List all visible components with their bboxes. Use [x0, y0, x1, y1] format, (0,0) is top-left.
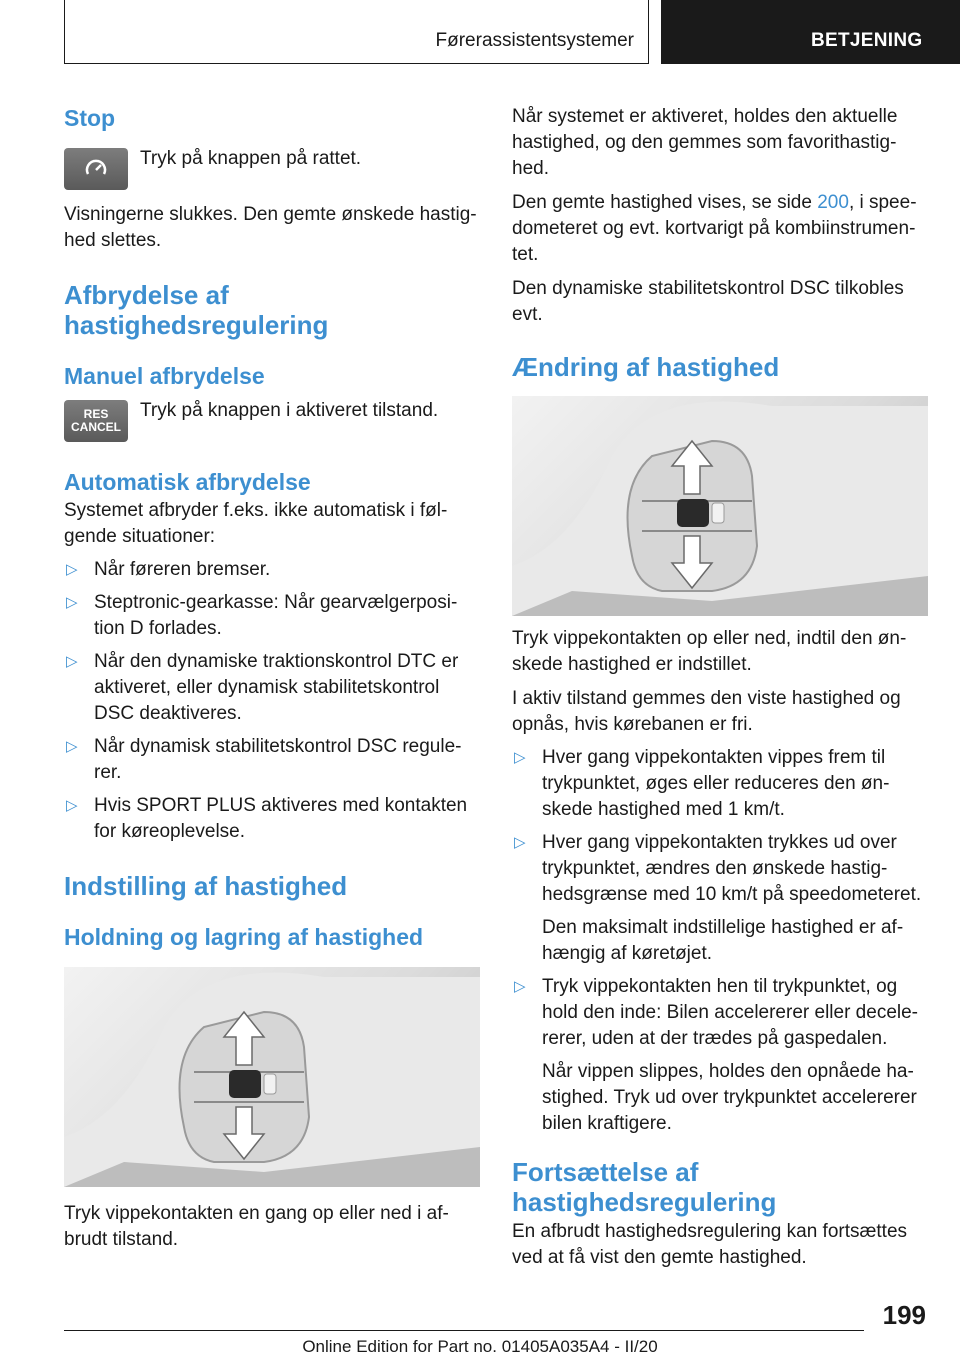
interrupt-heading-line2: hastighedsregulering — [64, 310, 329, 340]
change-p2: I aktiv tilstand gemmes den viste hastighed og opnås, hvis kørebanen er fri. — [512, 688, 901, 735]
list-item: ▷ Når dynamisk stabilitetskontrol DSC regule-rer. — [66, 736, 462, 783]
header-chapter-tab — [661, 0, 960, 64]
list-item: ▷ Tryk vippekontakten hen til trykpunktet, og hold den inde: Bilen accelererer eller decele-rerer, uden at der trædes på gaspedalen. Når vippen slippes, holdes den opnåede ha-stighed. Tryk ud over trykpunktet accelererer bilen kraftigere. — [512, 974, 928, 1137]
stop-instruction: Tryk på knappen på rattet. — [140, 148, 362, 169]
rocker-switch-illustration — [64, 967, 480, 1187]
manual-instruction: Tryk på knappen i aktiveret tilstand. — [140, 400, 439, 421]
triangle-bullet-icon: ▷ — [514, 978, 526, 995]
right-p3: Den dynamiske stabilitetskontrol DSC tilkobles evt. — [512, 278, 904, 325]
steering-wheel-rocker-photo-2 — [512, 396, 928, 616]
page-number: 199 — [882, 1300, 926, 1330]
triangle-bullet-icon: ▷ — [514, 749, 526, 766]
header-section-box — [64, 0, 649, 64]
speedometer-icon — [83, 158, 109, 180]
setting-heading: Indstilling af hastighed — [64, 871, 348, 901]
manual-heading: Manuel afbrydelse — [64, 363, 265, 389]
cancel-label: CANCEL — [71, 420, 121, 434]
header-chapter-title: BETJENING — [811, 30, 923, 51]
interrupt-heading-line1: Afbrydelse af — [64, 280, 229, 310]
triangle-bullet-icon: ▷ — [66, 797, 78, 814]
triangle-bullet-icon: ▷ — [66, 561, 78, 578]
header-section-title: Førerassistentsystemer — [435, 30, 634, 51]
manual-icon-row — [64, 398, 480, 444]
footer-edition: Online Edition for Part no. 01405A035A4 - II/20 — [302, 1337, 658, 1356]
list-item: ▷ Hvis SPORT PLUS aktiveres med kontakten for køreoplevelse. — [66, 795, 468, 842]
steering-wheel-rocker-photo — [64, 967, 480, 1187]
automatic-list — [64, 557, 480, 845]
list-item: ▷ Hver gang vippekontakten trykkes ud over trykpunktet, ændres den ønskede hastig-hedsgrænse med 10 km/t på speedometeret. Den maksimalt indstillelige hastighed er af-hængig af køretøjet. — [512, 830, 928, 967]
list-item: ▷ Når føreren bremser. — [64, 557, 480, 583]
triangle-bullet-icon: ▷ — [66, 653, 78, 670]
list-item-note: Når vippen slippes, holdes den opnåede ha-stighed. Tryk ud over trykpunktet accelererer bilen kraftigere. — [542, 1061, 917, 1134]
stop-icon-row — [64, 146, 480, 192]
holding-heading: Holdning og lagring af hastighed — [64, 924, 424, 950]
automatic-intro: Systemet afbryder f.eks. ikke automatisk i føl-gende situationer: — [64, 500, 448, 547]
automatic-heading: Automatisk afbrydelse — [64, 469, 311, 495]
page-ref-link[interactable]: 200 — [817, 192, 849, 213]
change-heading: Ændring af hastighed — [512, 352, 780, 382]
triangle-bullet-icon: ▷ — [66, 738, 78, 755]
continue-body: En afbrudt hastighedsregulering kan fortsættes ved at få vist den gemte hastighed. — [512, 1221, 908, 1268]
footer-divider — [64, 1330, 864, 1331]
list-item: ▷ Når den dynamiske traktionskontrol DTC er aktiveret, eller dynamisk stabilitetskontrol DSC deaktiveres. — [66, 651, 459, 724]
triangle-bullet-icon: ▷ — [514, 834, 526, 851]
res-label: RES — [83, 407, 109, 421]
left-column — [64, 100, 480, 1253]
triangle-bullet-icon: ▷ — [66, 594, 78, 611]
cruise-control-button-icon — [64, 148, 128, 190]
right-column — [512, 100, 928, 1271]
list-item: ▷ Hver gang vippekontakten vippes frem til trykpunktet, øges eller reduceres den øn-skede hastighed med 1 km/t. — [514, 747, 890, 820]
rocker-switch-illustration — [512, 396, 928, 616]
right-p2: Den gemte hastighed vises, se side 200, i spee-dometeret og evt. kortvarigt på kombiinstrumen-tet. — [512, 192, 917, 265]
holding-caption: Tryk vippekontakten en gang op eller ned i af-brudt tilstand. — [64, 1203, 449, 1250]
continue-heading-line1: Fortsættelse af — [512, 1157, 699, 1187]
res-cancel-button-icon — [64, 400, 128, 442]
continue-heading-line2: hastighedsregulering — [512, 1187, 777, 1217]
stop-body: Visningerne slukkes. Den gemte ønskede hastig-hed slettes. — [64, 204, 477, 251]
change-p1: Tryk vippekontakten op eller ned, indtil den øn-skede hastighed er indstillet. — [512, 628, 907, 675]
right-p1: Når systemet er aktiveret, holdes den aktuelle hastighed, og den gemmes som favorithastig-hed. — [512, 106, 898, 179]
stop-heading: Stop — [64, 105, 116, 131]
change-list — [512, 745, 928, 1137]
list-item-note: Den maksimalt indstillelige hastighed er af-hængig af køretøjet. — [542, 917, 904, 964]
list-item: ▷ Steptronic-gearkasse: Når gearvælgerposi-tion D forlades. — [66, 592, 458, 639]
